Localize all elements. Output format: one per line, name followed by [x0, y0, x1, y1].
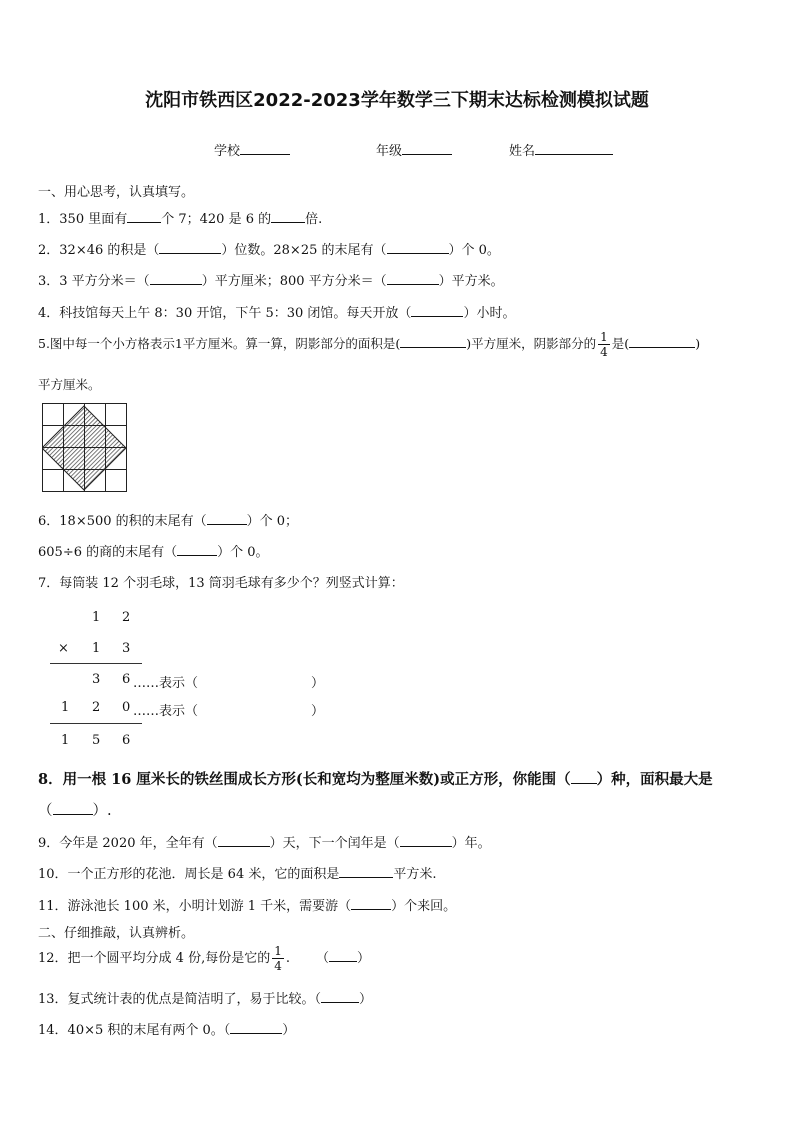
q5-fraction-den: 4 [600, 345, 608, 359]
q14-blank-1[interactable] [230, 1021, 282, 1034]
name-field [509, 140, 613, 159]
question-6-part-2 [38, 541, 269, 560]
calc-r5-d3: 6 [122, 733, 131, 748]
calc-r5-d2: 5 [92, 733, 101, 748]
q4-text-b: ）小时。 [463, 306, 516, 321]
q5-text-d: ) [695, 336, 701, 351]
calc-rule-2 [50, 723, 142, 724]
q3-blank-1[interactable] [150, 272, 202, 285]
q8-blank-2[interactable] [53, 802, 93, 815]
question-12 [38, 944, 370, 973]
grade-field [376, 140, 452, 159]
calc-r3-d2: 6 [122, 672, 131, 687]
question-6 [38, 510, 298, 529]
grade-blank[interactable] [402, 142, 452, 155]
name-label: 姓名 [509, 144, 536, 159]
calc-r4-close[interactable]: ） [311, 704, 325, 719]
q8-text-d: ）. [92, 803, 112, 819]
calc-r4-note: ……表示（ [133, 704, 199, 719]
school-field [214, 140, 290, 159]
q8-text-c: （ [38, 803, 53, 819]
q9-text-a: 9．今年是 2020 年，全年有（ [38, 836, 218, 851]
vertical-multiplication [45, 606, 345, 756]
q2-text-a: 2．32×46 的积是（ [38, 243, 160, 258]
q14-text-b: ） [282, 1023, 296, 1038]
q1-text-c: 倍. [305, 212, 323, 227]
q6-blank-1[interactable] [207, 512, 247, 525]
question-3 [38, 270, 504, 289]
q6-text-a: 6．18×500 的积的末尾有（ [38, 514, 207, 529]
q4-blank-1[interactable] [411, 304, 463, 317]
q6-text-d: ）个 0。 [217, 545, 269, 560]
q1-text-b: 个 7；420 是 6 的 [161, 212, 272, 227]
q2-blank-1[interactable] [159, 241, 221, 254]
question-8-part-2 [38, 799, 112, 820]
q5-fraction [598, 330, 610, 359]
q3-text-b: ）平方厘米；800 平方分米＝（ [201, 274, 387, 289]
question-7: 7．每筒装 12 个羽毛球，13 筒羽毛球有多少个？列竖式计算： [38, 576, 404, 591]
q3-blank-2[interactable] [387, 272, 439, 285]
q12-fraction [272, 944, 284, 973]
q9-blank-2[interactable] [400, 834, 452, 847]
q2-text-c: ）个 0。 [448, 243, 500, 258]
q11-text-b: ）个来回。 [391, 899, 457, 914]
section-heading-one: 一、用心思考，认真填写。 [38, 185, 195, 200]
q13-blank-1[interactable] [321, 990, 359, 1003]
q13-text-a: 13．复式统计表的优点是简洁明了，易于比较。（ [38, 992, 322, 1007]
q8-text-a: 8．用一根 16 厘米长的铁丝围成长方形(长和宽均为整厘米数)或正方形，你能围（ [38, 771, 571, 788]
calc-r4-d1: 1 [61, 700, 70, 715]
q6-blank-2[interactable] [177, 543, 217, 556]
question-11 [38, 895, 456, 914]
grid-lines [43, 404, 127, 492]
q12-text-d: ） [357, 951, 371, 966]
q6-text-c: 605÷6 的商的末尾有（ [38, 545, 178, 560]
q1-text-a: 1．350 里面有 [38, 212, 128, 227]
calc-r2-d1: 1 [92, 641, 101, 656]
calc-r1-d1: 1 [92, 610, 101, 625]
q5-blank-1[interactable] [400, 335, 466, 348]
question-2 [38, 239, 500, 258]
q12-blank-1[interactable] [329, 949, 357, 962]
question-10 [38, 863, 437, 882]
school-blank[interactable] [240, 142, 290, 155]
q8-blank-1[interactable] [571, 771, 597, 784]
q12-text-a: 12．把一个圆平均分成 4 份,每份是它的 [38, 951, 271, 966]
question-14 [38, 1019, 295, 1038]
q1-blank-2[interactable] [271, 210, 305, 223]
q5-blank-2[interactable] [629, 335, 695, 348]
name-blank[interactable] [535, 142, 613, 155]
shaded-square-grid-figure [42, 403, 128, 493]
question-9 [38, 832, 491, 851]
q2-text-b: ）位数。28×25 的末尾有（ [221, 243, 387, 258]
q2-blank-2[interactable] [387, 241, 449, 254]
q5-text-c: 是( [611, 336, 630, 351]
calc-rule-1 [50, 663, 142, 664]
q5-text-b: )平方厘米，阴影部分的 [466, 336, 597, 351]
q9-blank-1[interactable] [218, 834, 270, 847]
q12-fraction-den: 4 [274, 959, 282, 973]
question-8 [38, 768, 713, 789]
calc-r3-d1: 3 [92, 672, 101, 687]
question-4 [38, 302, 515, 321]
calc-r4-d2: 2 [92, 700, 101, 715]
question-5 [38, 330, 700, 359]
question-1 [38, 208, 322, 227]
q4-text-a: 4．科技馆每天上午 8：30 开馆，下午 5：30 闭馆。每天开放（ [38, 306, 412, 321]
calc-r2-d2: 3 [122, 641, 131, 656]
q12-text-c: （ [316, 951, 330, 966]
q5-fraction-num: 1 [600, 330, 608, 344]
calc-r3-close[interactable]: ） [311, 676, 325, 691]
calc-r4-d3: 0 [122, 700, 131, 715]
calc-times-sign: × [58, 641, 69, 656]
q11-text-a: 11．游泳池长 100 米，小明计划游 1 千米，需要游（ [38, 899, 352, 914]
q14-text-a: 14．40×5 积的末尾有两个 0。（ [38, 1023, 231, 1038]
q5-text-a: 5.图中每一个小方格表示1平方厘米。算一算，阴影部分的面积是( [38, 336, 401, 351]
section-heading-two: 二、仔细推敲，认真辨析。 [38, 926, 195, 941]
q8-text-b: ）种，面积最大是 [596, 771, 713, 788]
q1-blank-1[interactable] [127, 210, 161, 223]
q12-fraction-num: 1 [274, 944, 282, 958]
calc-r1-d2: 2 [122, 610, 131, 625]
q9-text-b: ）天，下一个闰年是（ [269, 836, 400, 851]
q6-text-b: ）个 0； [246, 514, 299, 529]
school-label: 学校 [214, 144, 241, 159]
q5-continuation: 平方厘米。 [38, 377, 101, 392]
calc-r5-d1: 1 [61, 733, 70, 748]
q9-text-c: ）年。 [451, 836, 491, 851]
q3-text-c: ）平方米。 [438, 274, 504, 289]
grade-label: 年级 [376, 144, 403, 159]
calc-r3-note: ……表示（ [133, 676, 199, 691]
question-13 [38, 988, 372, 1007]
q10-text-a: 10．一个正方形的花池．周长是 64 米，它的面积是 [38, 867, 340, 882]
q12-text-b: . [285, 951, 290, 966]
page-title: 沈阳市铁西区2022-2023学年数学三下期末达标检测模拟试题 [145, 90, 649, 111]
q13-text-b: ） [359, 992, 373, 1007]
q10-blank-1[interactable] [339, 865, 393, 878]
q10-text-b: 平方米. [393, 867, 437, 882]
q11-blank-1[interactable] [351, 897, 391, 910]
q3-text-a: 3．3 平方分米＝（ [38, 274, 150, 289]
